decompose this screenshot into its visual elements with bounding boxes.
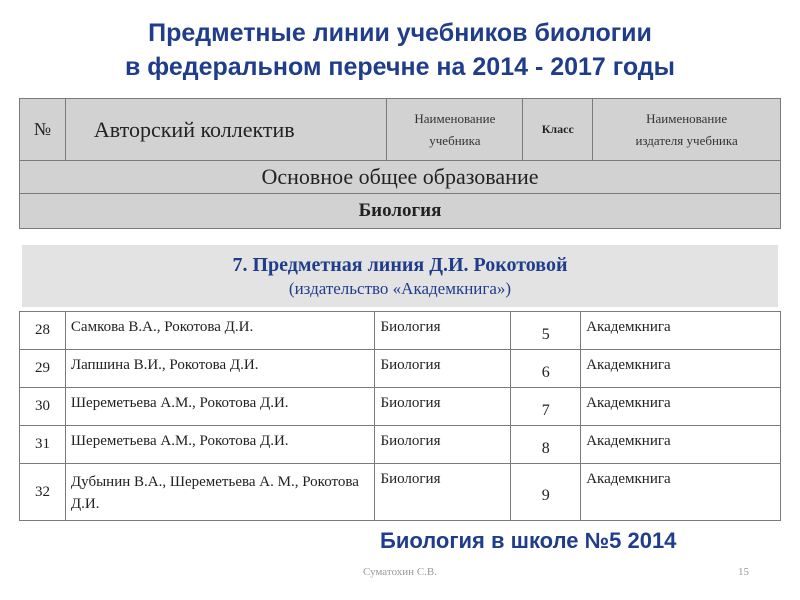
- row-grade: 8: [511, 426, 581, 464]
- row-publisher: Академкнига: [581, 312, 781, 350]
- education-level-row: [20, 161, 781, 194]
- row-book: Биология: [375, 464, 511, 521]
- row-num: 31: [20, 426, 66, 464]
- header-publisher-line-1: Наименование: [646, 110, 728, 126]
- row-authors: Шереметьева А.М., Рокотова Д.И.: [65, 388, 375, 426]
- table-row: [20, 464, 781, 521]
- row-publisher: Академкнига: [581, 426, 781, 464]
- row-book: Биология: [375, 350, 511, 388]
- textbook-table: [19, 311, 781, 521]
- row-num: 32: [20, 464, 66, 521]
- subject: Биология: [20, 194, 781, 229]
- slide-title-line-1: Предметные линии учебников биологии: [148, 19, 652, 47]
- row-num: 29: [20, 350, 66, 388]
- header-row: [20, 99, 781, 161]
- footer-caption: Биология в школе №5 2014: [380, 528, 677, 553]
- header-book: [387, 99, 523, 161]
- row-grade: 5: [511, 312, 581, 350]
- page-number: 15: [738, 566, 749, 578]
- subject-row: [20, 194, 781, 229]
- row-publisher: Академкнига: [581, 464, 781, 521]
- table-row: [20, 388, 781, 426]
- header-num: №: [20, 99, 66, 161]
- header-publisher: [593, 99, 781, 161]
- row-grade: 6: [511, 350, 581, 388]
- header-book-line-2: учебника: [429, 132, 481, 148]
- row-book: Биология: [375, 426, 511, 464]
- row-grade: 9: [511, 464, 581, 521]
- row-num: 28: [20, 312, 66, 350]
- header-table: [19, 98, 781, 229]
- slide-title-line-2: в федеральном перечне на 2014 - 2017 годы: [124, 53, 676, 81]
- row-authors: Шереметьева А.М., Рокотова Д.И.: [65, 426, 375, 464]
- row-num: 30: [20, 388, 66, 426]
- education-level: Основное общее образование: [20, 161, 781, 194]
- table-row: [20, 426, 781, 464]
- line-section-subtitle: (издательство «Академкнига»): [288, 279, 512, 298]
- header-book-line-1: Наименование: [414, 110, 496, 126]
- table-row: [20, 312, 781, 350]
- row-authors: Лапшина В.И., Рокотова Д.И.: [65, 350, 375, 388]
- header-authors: Авторский коллектив: [65, 99, 387, 161]
- line-section-title: 7. Предметная линия Д.И. Рокотовой: [232, 254, 568, 276]
- row-publisher: Академкнига: [581, 350, 781, 388]
- header-publisher-line-2: издателя учебника: [635, 132, 738, 148]
- row-authors: Дубынин В.А., Шереметьева А. М., Рокотова Д.И.: [65, 464, 375, 521]
- slide-author: Суматохин С.В.: [363, 566, 437, 578]
- row-book: Биология: [375, 312, 511, 350]
- row-publisher: Академкнига: [581, 388, 781, 426]
- row-authors: Самкова В.А., Рокотова Д.И.: [65, 312, 375, 350]
- table-row: [20, 350, 781, 388]
- slide-title: [0, 16, 800, 84]
- row-book: Биология: [375, 388, 511, 426]
- row-grade: 7: [511, 388, 581, 426]
- header-class: Класс: [523, 99, 593, 161]
- line-section-band: [22, 245, 778, 307]
